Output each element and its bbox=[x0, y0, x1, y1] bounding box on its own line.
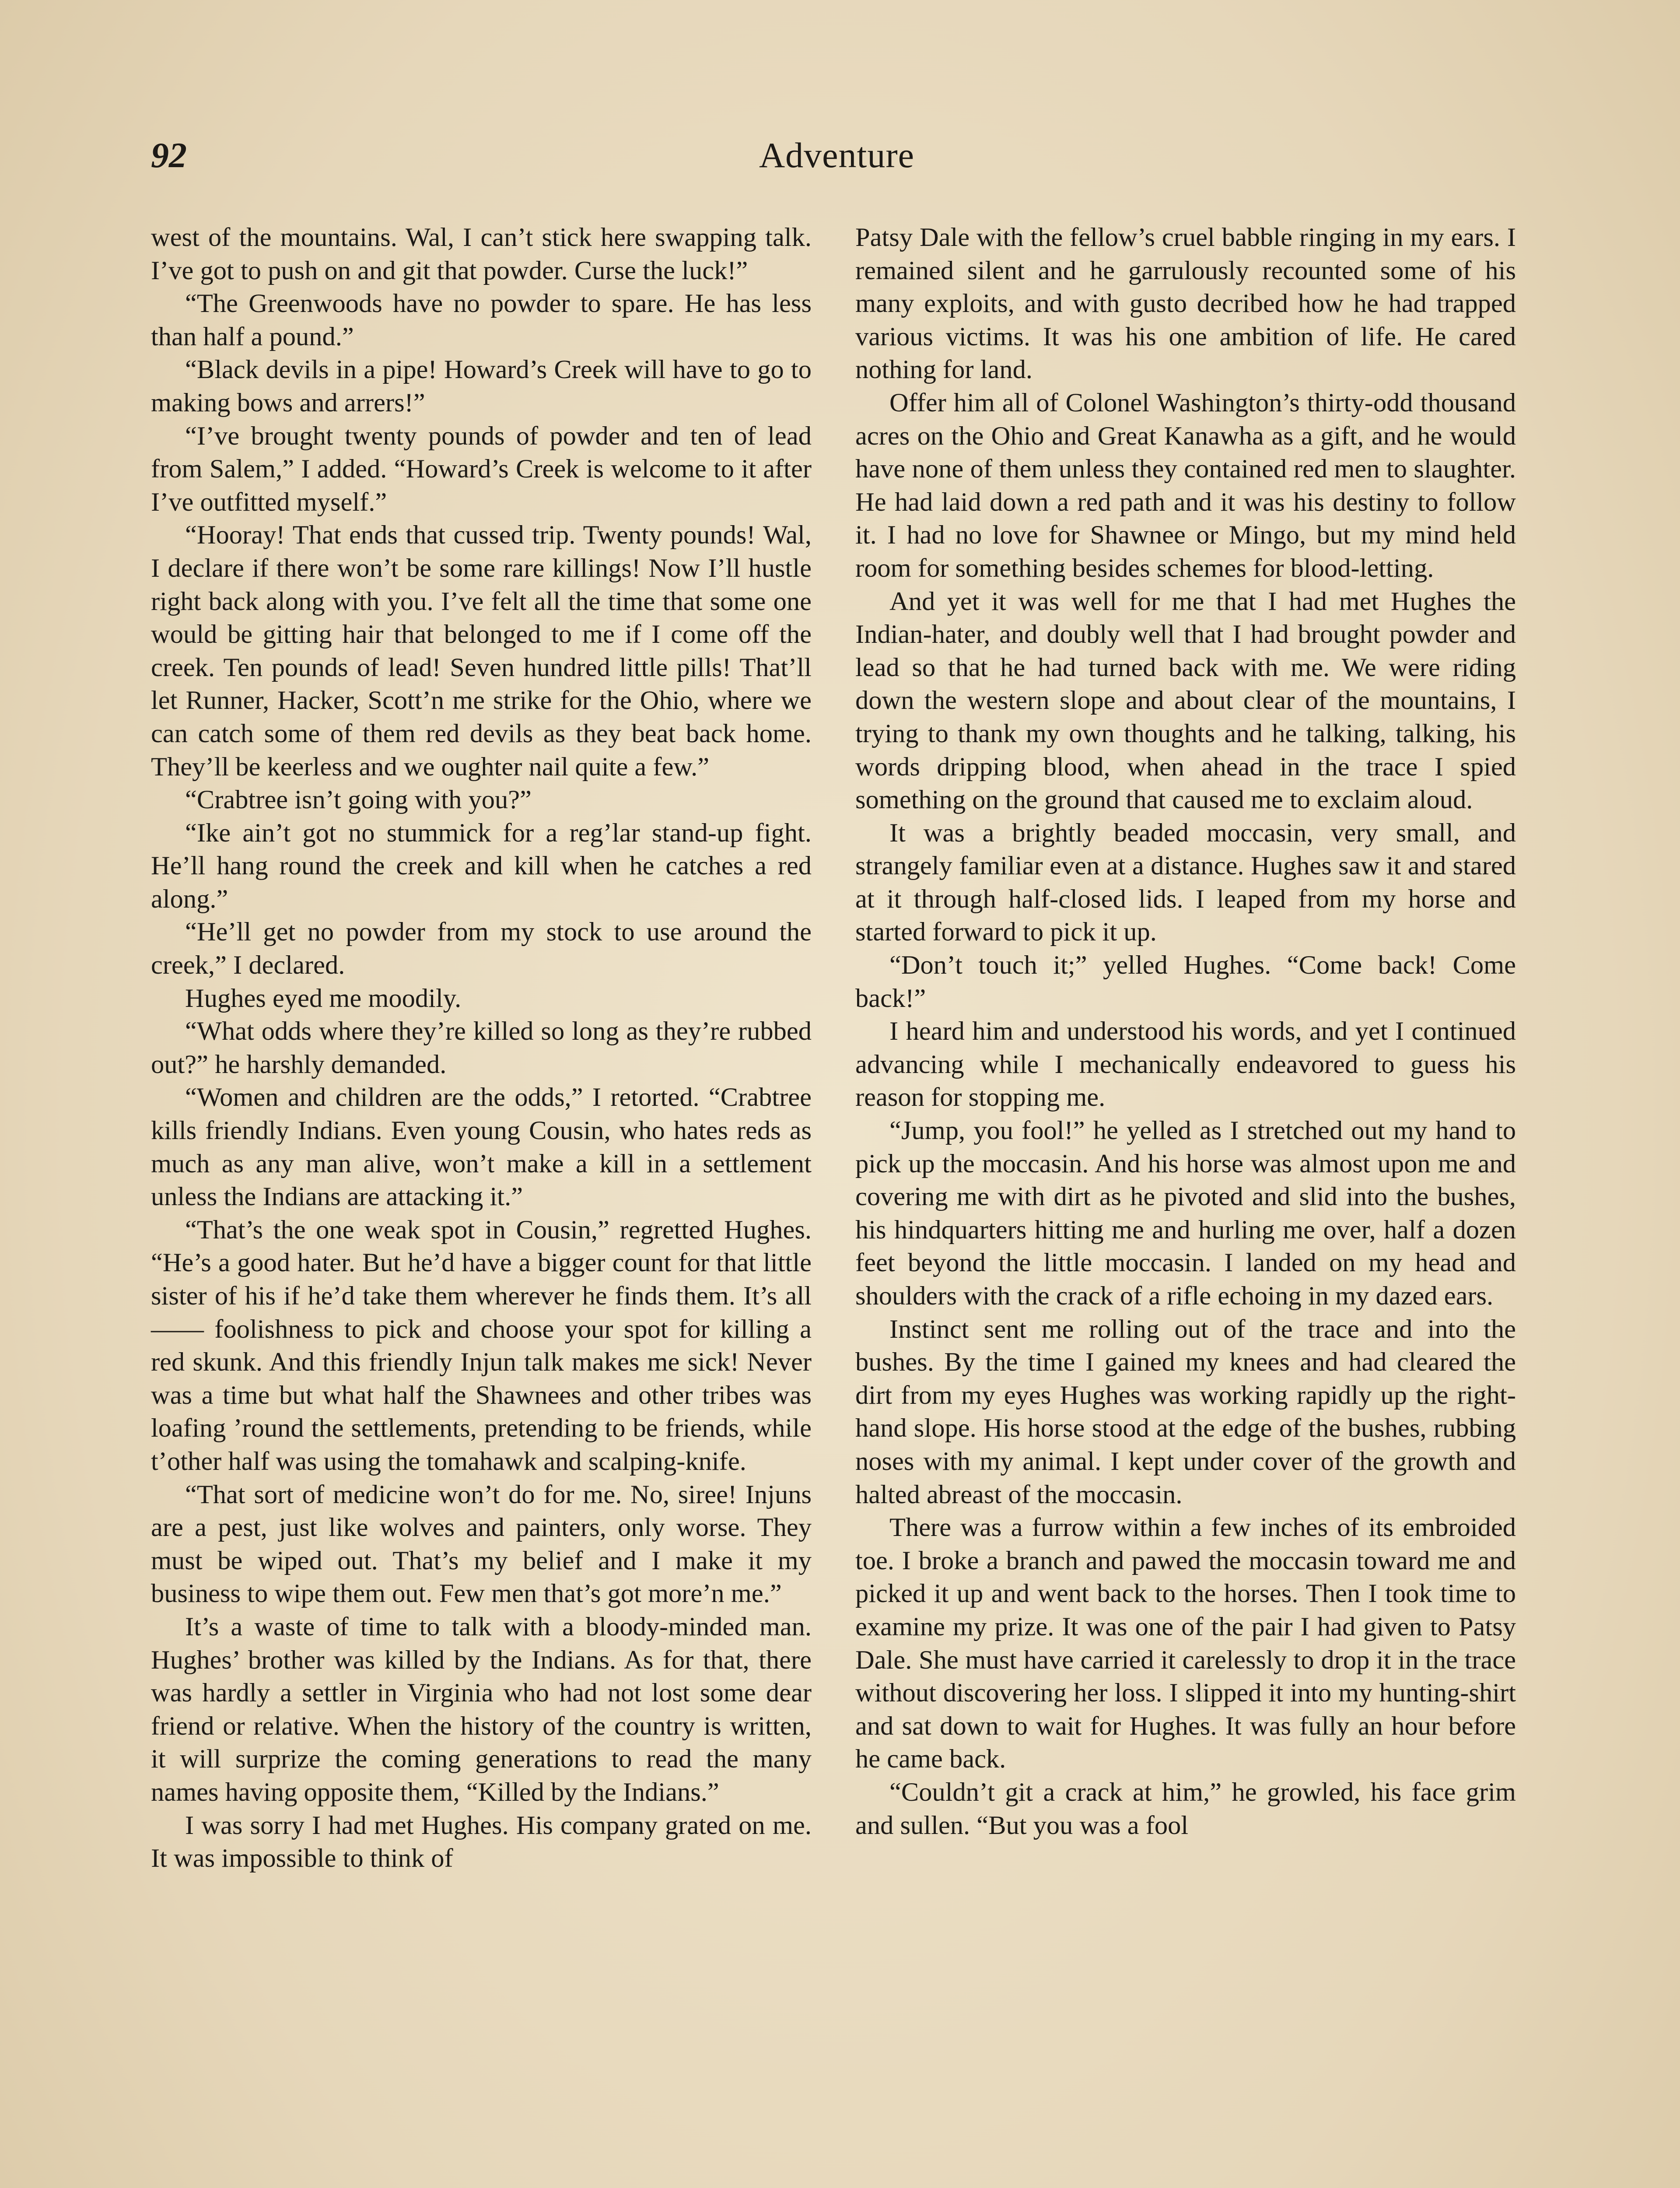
paragraph: And yet it was well for me that I had met Hughes the Indian-hater, and doubly well that I had brought powder and lead so that he had turned back with me. We were riding down the western slope and about clear of the mountains, I trying to thank my own thoughts and he talking, talking, his words dripping blood, when ahead in the trace I spied something on the ground that caused me to exclaim aloud. bbox=[855, 586, 1516, 815]
paragraph: “Black devils in a pipe! Howard’s Creek will have to go to making bows and arrers!” bbox=[151, 355, 812, 417]
paragraph: “Don’t touch it;” yelled Hughes. “Come back! Come back!” bbox=[855, 950, 1516, 1013]
paragraph: “Women and children are the odds,” I retorted. “Crabtree kills friendly Indians. Even young Cousin, who hates reds as much as any man alive, won’t make a kill in a settlement unless the Indians are attacking it.” bbox=[151, 1083, 812, 1212]
paragraph: “Ike ain’t got no stummick for a reg’lar stand-up fight. He’ll hang round the creek and kill when he catches a red along.” bbox=[151, 818, 812, 914]
paragraph: “What odds where they’re killed so long as they’re rubbed out?” he harshly demanded. bbox=[151, 1017, 812, 1079]
paragraph: Offer him all of Colonel Washington’s thirty-odd thousand acres on the Ohio and Great Kanawha as a gift, and he would have none of them unless they contained red men to slaughter. He had laid down a red path and it was his destiny to follow it. I had no love for Shawnee or Mingo, but my mind held room for something besides schemes for blood-letting. bbox=[855, 388, 1516, 583]
paragraph: “He’ll get no powder from my stock to use around the creek,” I declared. bbox=[151, 917, 812, 980]
paragraph: “The Greenwoods have no powder to spare. He has less than half a pound.” bbox=[151, 289, 812, 351]
paragraph: Instinct sent me rolling out of the trace and into the bushes. By the time I gained my knees and had cleared the dirt from my eyes Hughes was working rapidly up the right-hand slope. His horse stood at the edge of the bushes, rubbing noses with my animal. I kept under cover of the growth and halted abreast of the moccasin. bbox=[855, 1314, 1516, 1509]
paragraph: “I’ve brought twenty pounds of powder and ten of lead from Salem,” I added. “Howard’s Creek is welcome to it after I’ve outfitted myself.” bbox=[151, 421, 812, 517]
paragraph: I heard him and understood his words, and yet I continued advancing while I mechanically endeavored to guess his reason for stopping me. bbox=[855, 1017, 1516, 1112]
paragraph: Hughes eyed me moodily. bbox=[185, 983, 462, 1013]
paragraph: “Crabtree isn’t going with you?” bbox=[185, 785, 532, 815]
paragraph: “Hooray! That ends that cussed trip. Twenty pounds! Wal, I declare if there won’t be some rare killings! Now I’ll hustle right back along with you. I’ve felt all the time that some one would be gitting hair that belonged to me if I come off the creek. Ten pounds of lead! Seven hundred little pills! That’ll let Runner, Hacker, Scott’n me strike for the Ohio, where we can catch some of them red devils as they beat back home. They’ll be keerless and we oughter nail quite a few.” bbox=[151, 520, 812, 782]
paragraph: “That sort of medicine won’t do for me. No, siree! Injuns are a pest, just like wolves and painters, only worse. They must be wiped out. That’s my belief and I make it my business to wipe them out. Few men that’s got more’n me.” bbox=[151, 1480, 812, 1609]
paragraph: “Jump, you fool!” he yelled as I stretched out my hand to pick up the moccasin. And his horse was almost upon me and covering me with dirt as he pivoted and slid into the bushes, his hindquarters hitting me and hurling me over, half a dozen feet beyond the little moccasin. I landed on my head and shoulders with the crack of a rifle echoing in my dazed ears. bbox=[855, 1116, 1516, 1311]
paragraph: There was a furrow within a few inches of its embroided toe. I broke a branch and pawed the moccasin toward me and picked it up and went back to the horses. Then I took time to examine my prize. It was one of the pair I had given to Patsy Dale. She must have carried it carelessly to drop it in the trace without discovering her loss. I slipped it into my hunting-shirt and sat down to wait for Hughes. It was fully an hour before he came back. bbox=[855, 1513, 1516, 1774]
magazine-title: Adventure bbox=[759, 135, 915, 175]
paragraph: It’s a waste of time to talk with a bloody-minded man. Hughes’ brother was killed by the Indians. As for that, there was hardly a settler in Virginia who had not lost some dear friend or relative. When the history of the country is written, it will surprize the coming generations to read the many names having opposite them, “Killed by the Indians.” bbox=[151, 1612, 812, 1807]
paragraph: west of the mountains. Wal, I can’t stick here swapping talk. I’ve got to push on and git that powder. Curse the luck!” bbox=[151, 223, 812, 285]
paragraph: “Couldn’t git a crack at him,” he growled, his face grim and sullen. “But you was a fool bbox=[855, 1777, 1516, 1840]
paragraph: It was a brightly beaded moccasin, very small, and strangely familiar even at a distance. Hughes saw it and stared at it through half-closed lids. I leaped from my horse and started forward to pick it up. bbox=[855, 818, 1516, 947]
paragraph: “That’s the one weak spot in Cousin,” regretted Hughes. “He’s a good hater. But he’d have a bigger count for that little sister of his if he’d take them wherever he finds them. It’s all —— foolishness to pick and choose your spot for killing a red skunk. And this friendly Injun talk makes me sick! Never was a time but what half the Shawnees and other tribes was loafing ’round the settlements, pretending to be friends, while t’other half was using the tomahawk and scalping-knife. bbox=[151, 1215, 812, 1476]
page-number: 92 bbox=[151, 135, 187, 175]
right-text-column bbox=[855, 221, 1516, 1842]
left-text-column bbox=[151, 221, 812, 1875]
paragraph: Patsy Dale with the fellow’s cruel babble ringing in my ears. I remained silent and he garrulously recounted some of his many exploits, and with gusto decribed how he had trapped various victims. It was his one ambition of life. He cared nothing for land. bbox=[855, 223, 1516, 385]
paragraph: I was sorry I had met Hughes. His company grated on me. It was impossible to think of bbox=[151, 1810, 812, 1873]
page-header bbox=[151, 131, 1522, 184]
